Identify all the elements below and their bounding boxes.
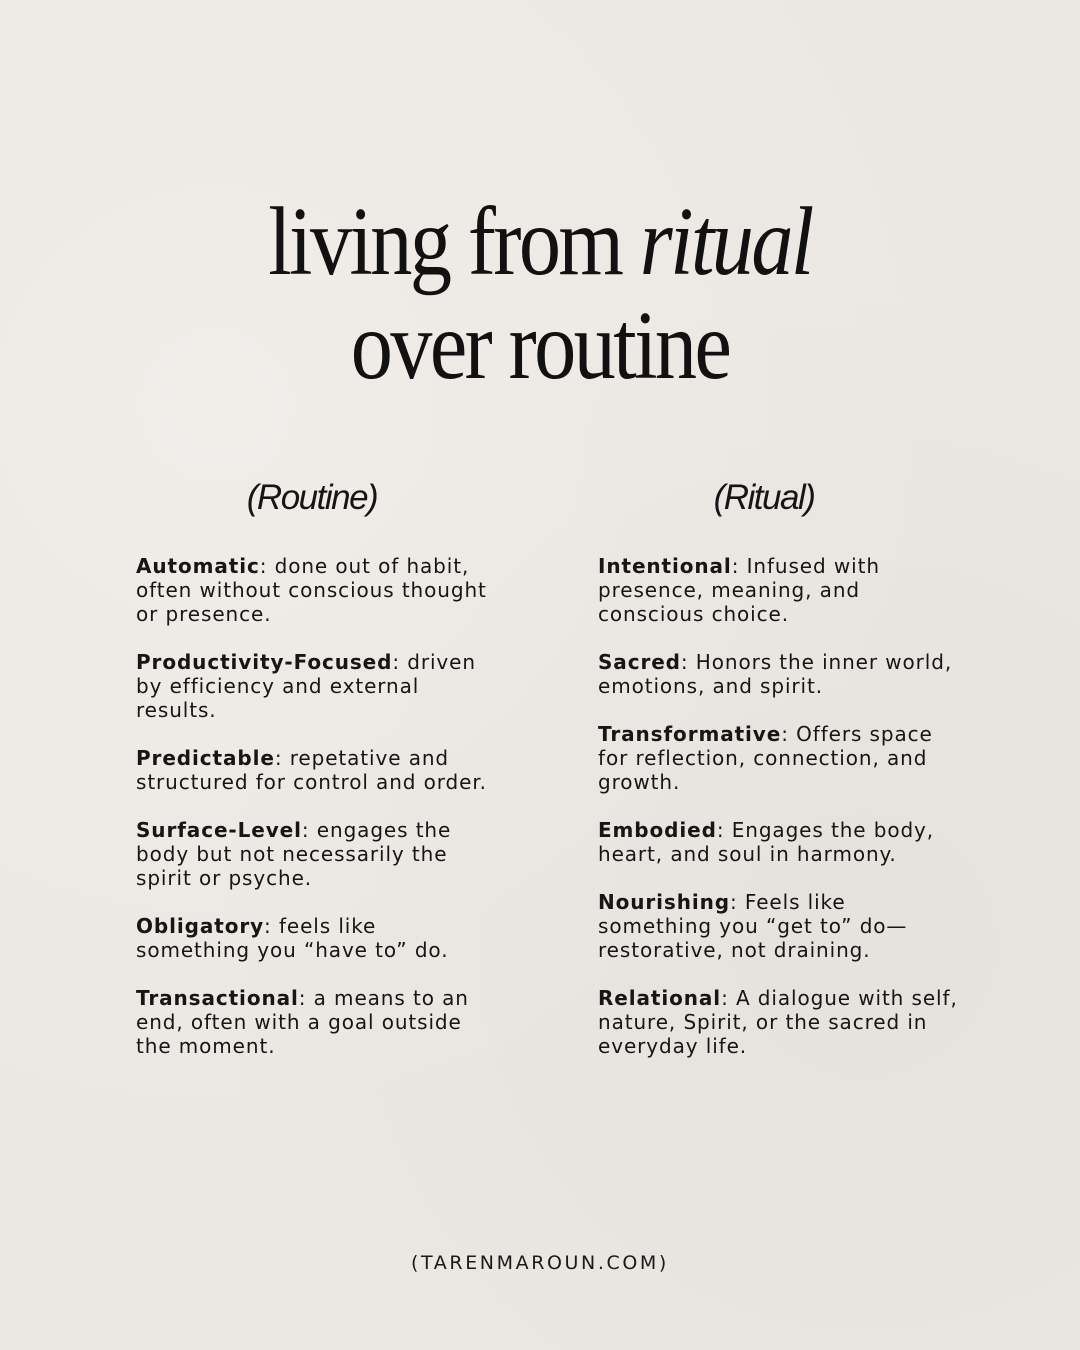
ritual-item-description: : Infused with presence, meaning, and conscious choice. (598, 554, 880, 626)
routine-item-term: Productivity-Focused (136, 650, 393, 674)
ritual-item (598, 650, 958, 698)
routine-item-term: Automatic (136, 554, 260, 578)
routine-item-description: : done out of habit, often without conscious thought or presence. (136, 554, 487, 626)
ritual-item (598, 890, 958, 962)
ritual-item (598, 722, 958, 794)
ritual-item-term: Intentional (598, 554, 732, 578)
website-footer-link[interactable]: (TARENMAROUN.COM) (411, 1252, 669, 1274)
routine-list (136, 554, 496, 1082)
page-title-line-1 (76, 188, 1005, 296)
routine-item-term: Predictable (136, 746, 275, 770)
routine-item-description: : engages the body but not necessarily the spirit or psyche. (136, 818, 452, 890)
ritual-item-term: Nourishing (598, 890, 730, 914)
ritual-item (598, 554, 958, 626)
routine-item-term: Transactional (136, 986, 299, 1010)
title-plain-text: living from (268, 188, 640, 296)
routine-item (136, 650, 496, 722)
ritual-item-description: : Feels like something you “get to” do—restorative, not draining. (598, 890, 908, 962)
ritual-item-term: Sacred (598, 650, 681, 674)
ritual-item-term: Relational (598, 986, 722, 1010)
routine-item-description: : repetative and structured for control and order. (136, 746, 487, 794)
routine-item (136, 914, 496, 962)
ritual-heading: (Ritual) (713, 478, 815, 517)
routine-item (136, 746, 496, 794)
page-title-line-2: over routine (350, 292, 730, 400)
ritual-item-term: Transformative (598, 722, 782, 746)
routine-item-description: : a means to an end, often with a goal outside the moment. (136, 986, 469, 1058)
ritual-item-term: Embodied (598, 818, 717, 842)
routine-item-term: Surface-Level (136, 818, 302, 842)
ritual-item-description: : A dialogue with self, nature, Spirit, or the sacred in everyday life. (598, 986, 958, 1058)
routine-item-term: Obligatory (136, 914, 265, 938)
routine-item (136, 554, 496, 626)
ritual-item-description: : Offers space for reflection, connection, and growth. (598, 722, 933, 794)
ritual-list (598, 554, 958, 1082)
ritual-item (598, 986, 958, 1058)
title-italic-word: ritual (639, 188, 812, 296)
routine-item-description: : feels like something you “have to” do. (136, 914, 449, 962)
ritual-item-description: : Engages the body, heart, and soul in harmony. (598, 818, 935, 866)
routine-heading: (Routine) (246, 478, 378, 517)
routine-item (136, 818, 496, 890)
ritual-item-description: : Honors the inner world, emotions, and spirit. (598, 650, 953, 698)
ritual-item (598, 818, 958, 866)
routine-item-description: : driven by efficiency and external results. (136, 650, 476, 722)
routine-item (136, 986, 496, 1058)
